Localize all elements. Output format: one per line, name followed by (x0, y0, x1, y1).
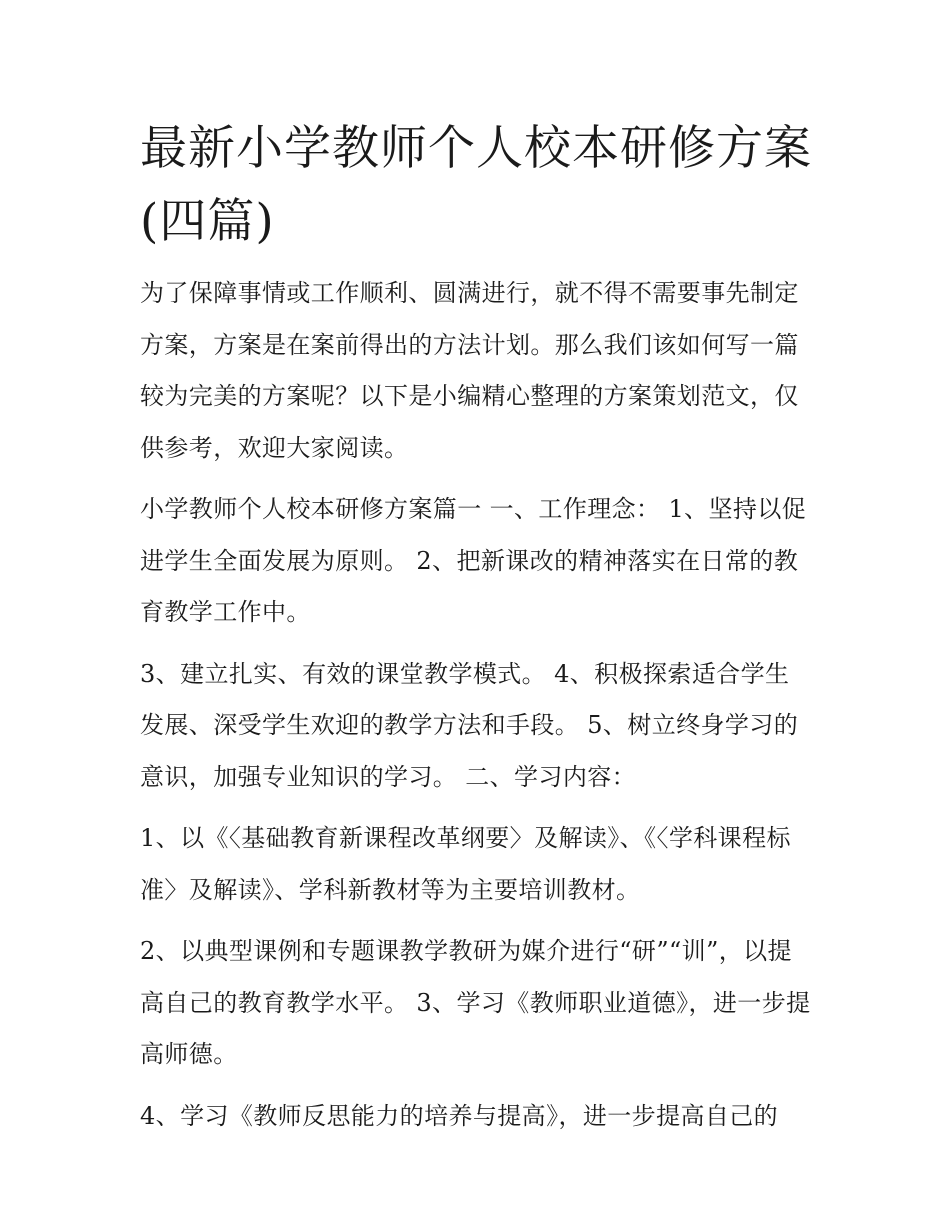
intro-paragraph: 为了保障事情或工作顺利、圆满进行，就不得不需要事先制定方案，方案是在案前得出的方法计划。那么我们该如何写一篇较为完美的方案呢？以下是小编精心整理的方案策划范文，仅供参考，欢迎大家阅读。 (140, 279, 799, 462)
body-paragraph-5: 4、学习《教师反思能力的培养与提高》，进一步提高自己的 (140, 1101, 779, 1130)
body-paragraph-1: 小学教师个人校本研修方案篇一 一、工作理念： 1、坚持以促进学生全面发展为原则。 2、把新课改的精神落实在日常的教育教学工作中。 (140, 495, 807, 626)
body-paragraph-3: 1、以《〈基础教育新课程改革纲要〉及解读》、《〈学科课程标准〉及解读》、学科新教材等为主要培训教材。 (140, 824, 791, 904)
body-paragraph-4: 2、以典型课例和专题课教学教研为媒介进行“研”“训”，以提高自己的教育教学水平。 3、学习《教师职业道德》，进一步提高师德。 (140, 937, 811, 1068)
document-title: 最新小学教师个人校本研修方案(四篇) (140, 121, 812, 249)
body-paragraph-2: 3、建立扎实、有效的课堂教学模式。 4、积极探索适合学生发展、深受学生欢迎的教学方法和手段。 5、树立终身学习的意识，加强专业知识的学习。 二、学习内容： (140, 659, 799, 791)
document-page (140, 112, 812, 1142)
